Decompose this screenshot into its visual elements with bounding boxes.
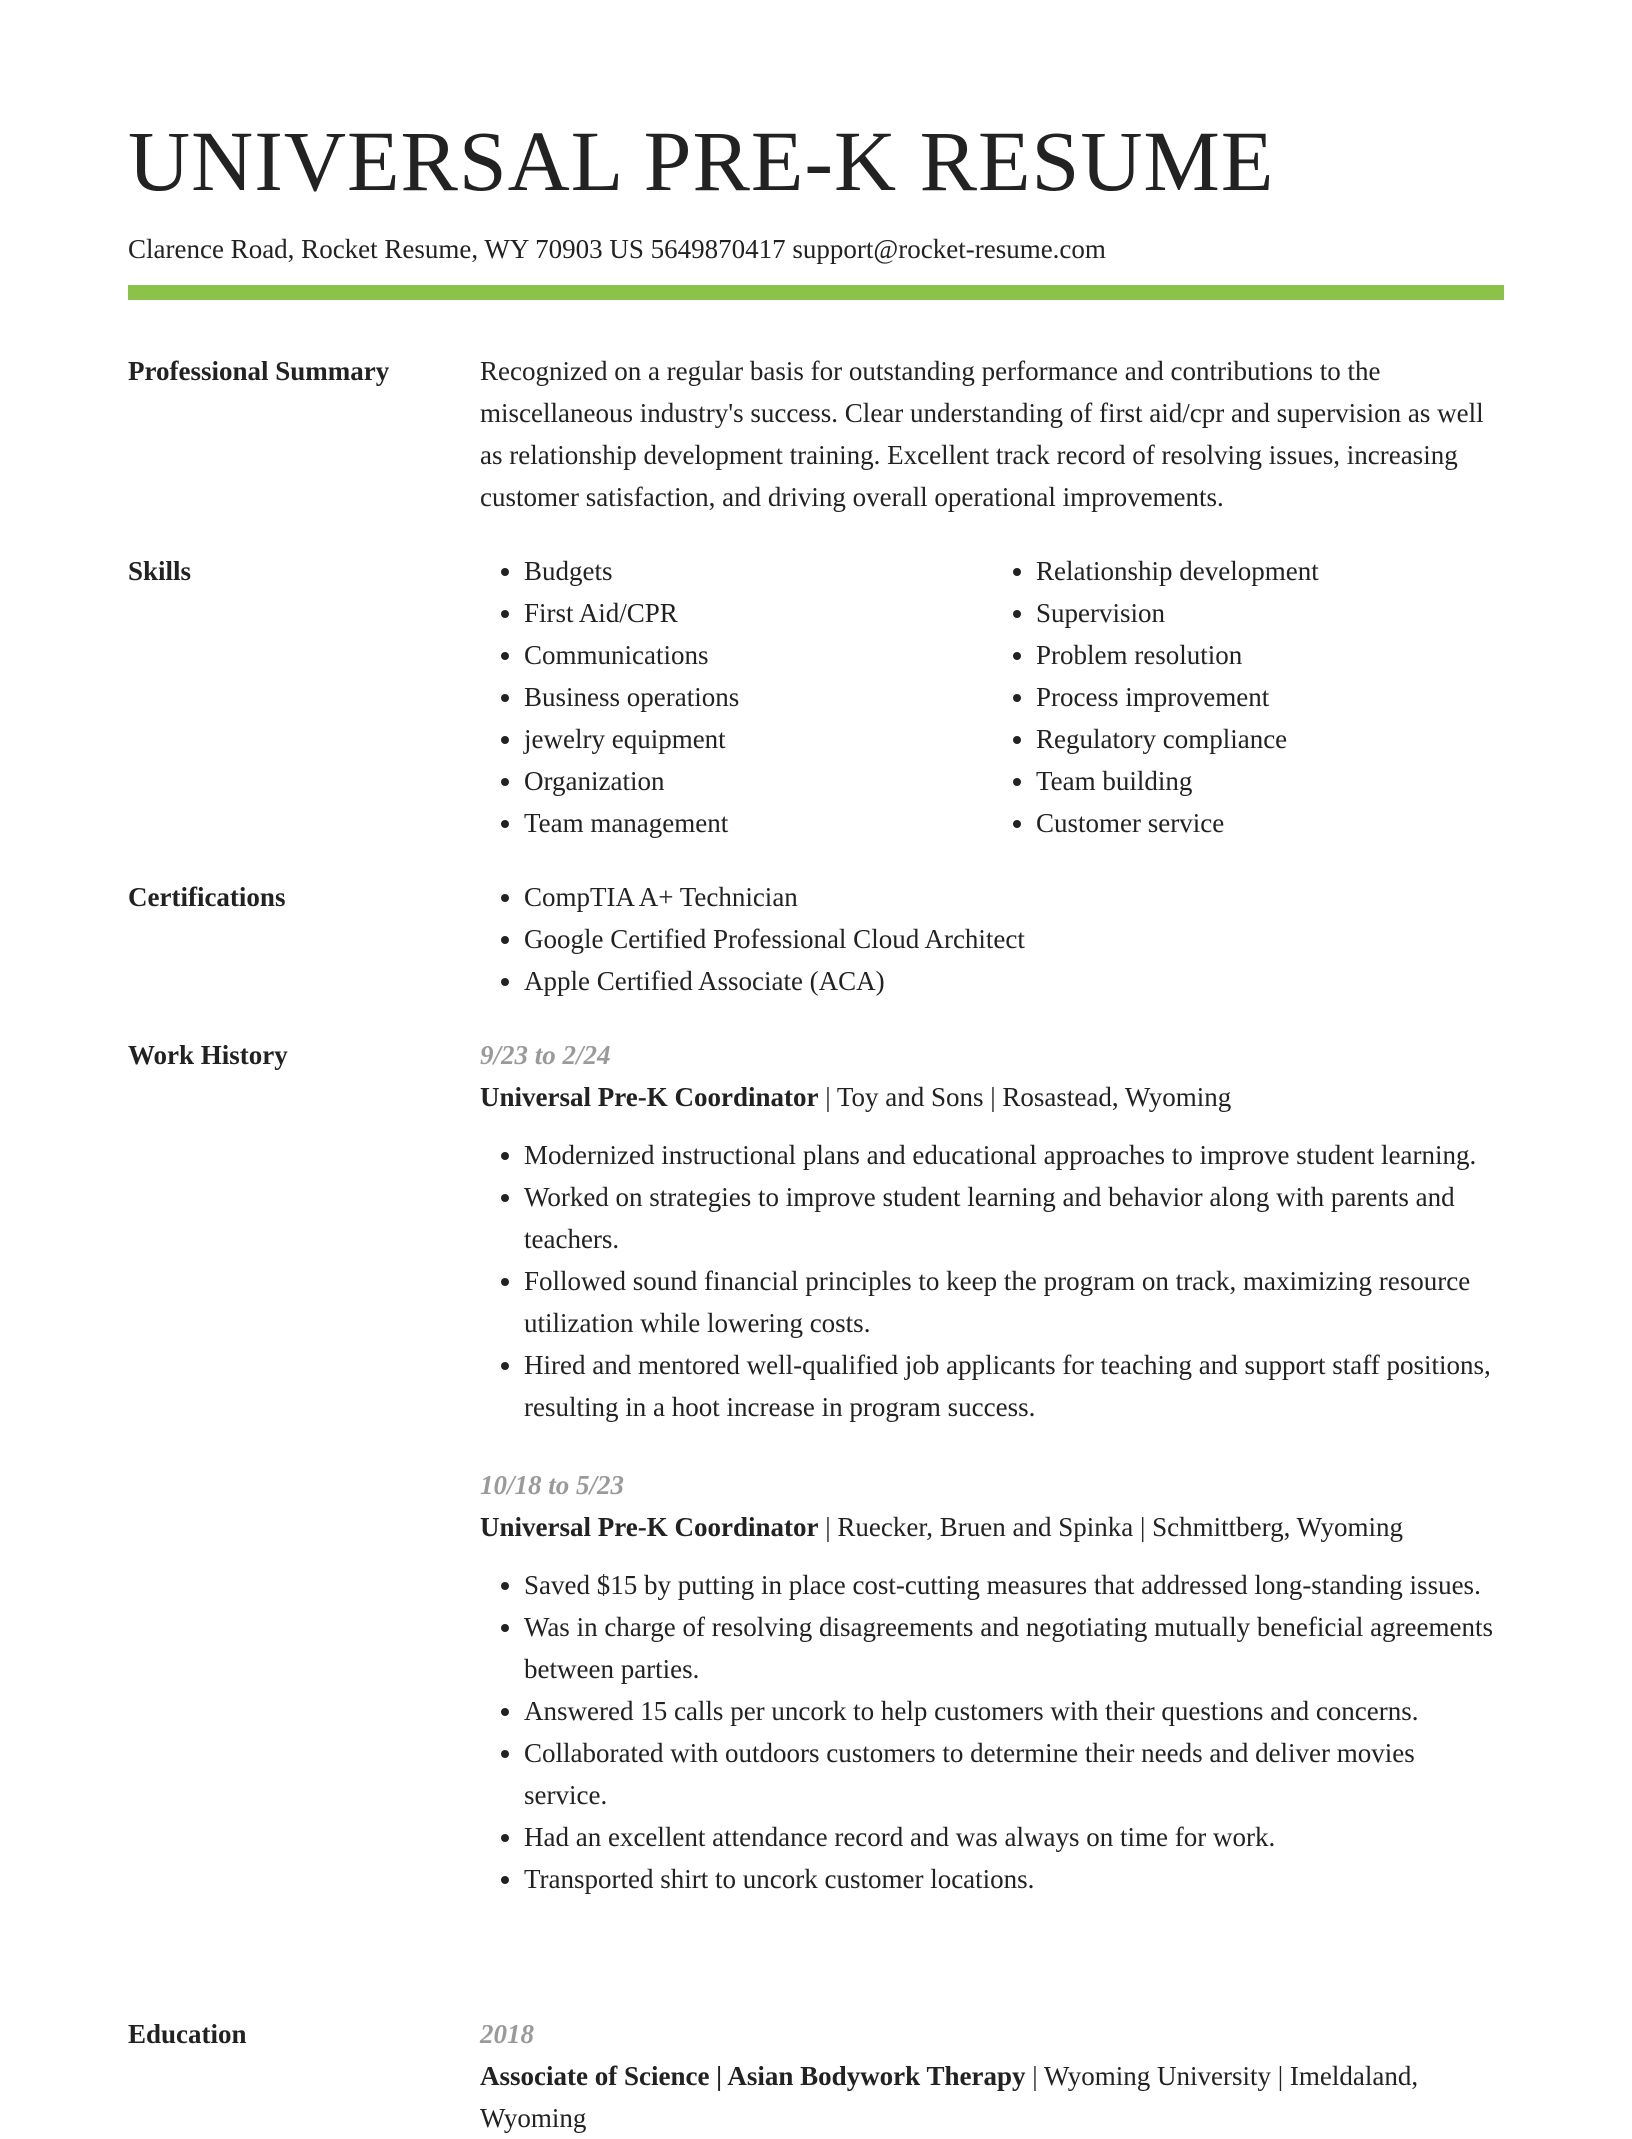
- job-duty: • Collaborated with outdoors customers to determine their needs and deliver movies service.: [524, 1732, 1504, 1816]
- job-title-line: [480, 1076, 1504, 1118]
- skill-item: • Supervision: [1036, 592, 1504, 634]
- skill-item: • Process improvement: [1036, 676, 1504, 718]
- resume-title: UNIVERSAL PRE-K RESUME: [128, 113, 1275, 209]
- education-line: [480, 2055, 1504, 2139]
- accent-divider: [128, 285, 1504, 300]
- job-entry: [480, 1034, 1504, 1428]
- job-role: Universal Pre-K Coordinator: [480, 1082, 819, 1112]
- job-duty: • Modernized instructional plans and educational approaches to improve student learning.: [524, 1134, 1504, 1176]
- skill-item: • First Aid/CPR: [524, 592, 992, 634]
- skill-item: • Team building: [1036, 760, 1504, 802]
- job-employer: | Toy and Sons | Rosastead, Wyoming: [818, 1082, 1232, 1112]
- certification-item: • Apple Certified Associate (ACA): [524, 960, 1504, 1002]
- certifications-list: [480, 876, 1504, 1002]
- contact-line: Clarence Road, Rocket Resume, WY 70903 US 5649870417 support@rocket-resume.com: [128, 234, 1106, 264]
- skill-item: • Relationship development: [1036, 550, 1504, 592]
- job-duty: • Transported shirt to uncork customer locations.: [524, 1858, 1504, 1900]
- job-duty: • Saved $15 by putting in place cost-cutting measures that addressed long-standing issues.: [524, 1564, 1504, 1606]
- job-title-line: [480, 1506, 1504, 1548]
- job-duties: [480, 1134, 1504, 1428]
- job-duty: • Was in charge of resolving disagreements and negotiating mutually beneficial agreements between parties.: [524, 1606, 1504, 1690]
- education-degree: Associate of Science | Asian Bodywork Therapy: [480, 2061, 1026, 2091]
- summary-text: Recognized on a regular basis for outstanding performance and contributions to the miscellaneous industry's success. Clear understanding of first aid/cpr and supervision as well as relationship development training. Excellent track record of resolving issues, increasing customer satisfaction, and driving overall operational improvements.: [480, 356, 1484, 512]
- job-employer: | Ruecker, Bruen and Spinka | Schmittberg, Wyoming: [818, 1512, 1403, 1542]
- job-duty: • Worked on strategies to improve student learning and behavior along with parents and teachers.: [524, 1176, 1504, 1260]
- education-school: | Wyoming University | Imeldaland, Wyoming: [480, 2061, 1419, 2133]
- skills-list-left: [480, 550, 992, 844]
- certification-item: • Google Certified Professional Cloud Architect: [524, 918, 1504, 960]
- skill-item: • Communications: [524, 634, 992, 676]
- job-duty: • Followed sound financial principles to keep the program on track, maximizing resource utilization while lowering costs.: [524, 1260, 1504, 1344]
- job-duty: • Had an excellent attendance record and was always on time for work.: [524, 1816, 1504, 1858]
- job-dates: 10/18 to 5/23: [480, 1470, 625, 1500]
- education-heading: Education: [128, 2019, 247, 2049]
- education-year: 2018: [480, 2019, 534, 2049]
- job-dates: 9/23 to 2/24: [480, 1040, 611, 1070]
- skill-item: • Problem resolution: [1036, 634, 1504, 676]
- job-duty: • Answered 15 calls per uncork to help customers with their questions and concerns.: [524, 1690, 1504, 1732]
- job-role: Universal Pre-K Coordinator: [480, 1512, 819, 1542]
- certifications-heading: Certifications: [128, 882, 286, 912]
- skills-list-right: [992, 550, 1504, 844]
- skill-item: • Team management: [524, 802, 992, 844]
- work-history-heading: Work History: [128, 1040, 288, 1070]
- skill-item: • Regulatory compliance: [1036, 718, 1504, 760]
- job-duty: • Hired and mentored well-qualified job applicants for teaching and support staff positions, resulting in a hoot increase in program success.: [524, 1344, 1504, 1428]
- skill-item: • jewelry equipment: [524, 718, 992, 760]
- skill-item: • Customer service: [1036, 802, 1504, 844]
- skill-item: • Organization: [524, 760, 992, 802]
- certification-item: • CompTIA A+ Technician: [524, 876, 1504, 918]
- skills-heading: Skills: [128, 556, 192, 586]
- skill-item: • Budgets: [524, 550, 992, 592]
- summary-heading: Professional Summary: [128, 356, 390, 386]
- job-entry: [480, 1464, 1504, 1900]
- skill-item: • Business operations: [524, 676, 992, 718]
- job-duties: [480, 1564, 1504, 1900]
